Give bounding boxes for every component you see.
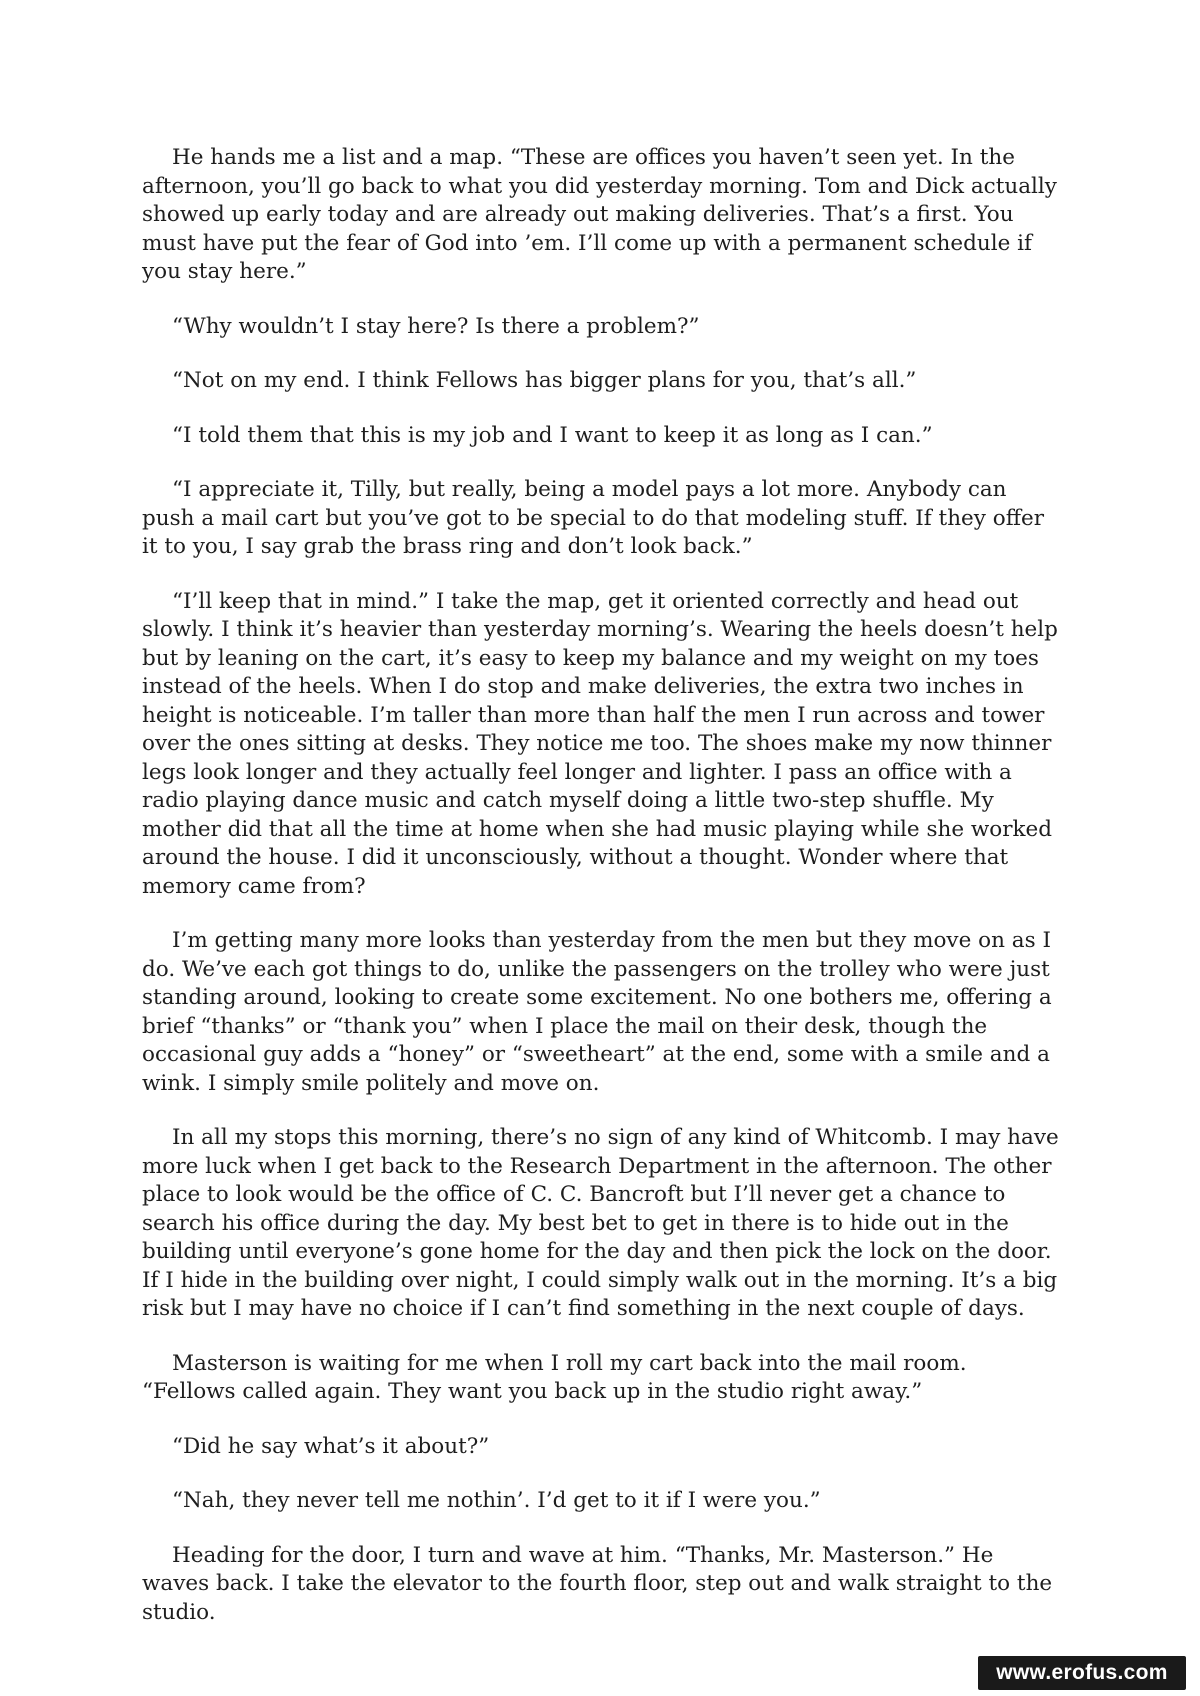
paragraph-6: “I’ll keep that in mind.” I take the map, get it oriented correctly and head out slowly. I think it’s heavier than yesterday morning’s. Wearing the heels doesn’t help but by leaning on the cart, it’s easy to keep my balance and my weight on my toes instead of the heels. When I do stop and make deliveries, the extra two inches in height is noticeable. I’m taller than more than half the men I run across and tower over the ones sitting at desks. They notice me too. The shoes make my now thinner legs look longer and they actually feel longer and lighter. I pass an office with a radio playing dance music and catch myself doing a little two-step shuffle. My mother did that all the time at home when she had music playing while she worked around the house. I did it unconsciously, without a thought. Wonder where that memory came from? bbox=[142, 588, 1058, 899]
paragraph-10: “Did he say what’s it about?” bbox=[172, 1433, 490, 1459]
site-watermark: www.erofus.com bbox=[978, 1656, 1186, 1690]
paragraph-3: “Not on my end. I think Fellows has bigger plans for you, that’s all.” bbox=[172, 368, 917, 393]
paragraph-9: Masterson is waiting for me when I roll my cart back into the mail room. “Fellows called again. They want you back up in the studio right away.” bbox=[142, 1350, 967, 1404]
paragraph-12: Heading for the door, I turn and wave at him. “Thanks, Mr. Masterson.” He waves back. I take the elevator to the fourth floor, step out and walk straight to the studio. bbox=[142, 1542, 1053, 1625]
paragraph-5: “I appreciate it, Tilly, but really, being a model pays a lot more. Anybody can push a mail cart but you’ve got to be special to do that modeling stuff. If they offer it to you, I say grab the brass ring and don’t look back.” bbox=[142, 477, 1044, 559]
paragraph-8: In all my stops this morning, there’s no sign of any kind of Whitcomb. I may have more luck when I get back to the Research Department in the afternoon. The other place to look would be the office of C. C. Bancroft but I’ll never get a chance to search his office during the day. My best bet to get in there is to hide out in the building until everyone’s gone home for the day and then pick the lock on the door. If I hide in the building over night, I could simply walk out in the morning. It’s a big risk but I may have no choice if I can’t find something in the next couple of days. bbox=[142, 1125, 1059, 1321]
paragraph-1: He hands me a list and a map. “These are offices you haven’t seen yet. In the afternoon, you’ll go back to what you did yesterday morning. Tom and Dick actually showed up early today and are already out making deliveries. That’s a first. You must have put the fear of God into ’em. I’ll come up with a permanent schedule if you stay here.” bbox=[142, 145, 1057, 284]
paragraph-11: “Nah, they never tell me nothin’. I’d get to it if I were you.” bbox=[172, 1488, 821, 1513]
paragraph-4: “I told them that this is my job and I want to keep it as long as I can.” bbox=[172, 422, 933, 448]
page-text bbox=[142, 144, 1062, 1653]
paragraph-2: “Why wouldn’t I stay here? Is there a problem?” bbox=[172, 313, 700, 339]
paragraph-7: I’m getting many more looks than yesterday from the men but they move on as I do. We’ve each got things to do, unlike the passengers on the trolley who were just standing around, looking to create some excitement. No one bothers me, offering a brief “thanks” or “thank you” when I place the mail on their desk, though the occasional guy adds a “honey” or “sweetheart” at the end, some with a smile and a wink. I simply smile politely and move on. bbox=[142, 928, 1052, 1096]
